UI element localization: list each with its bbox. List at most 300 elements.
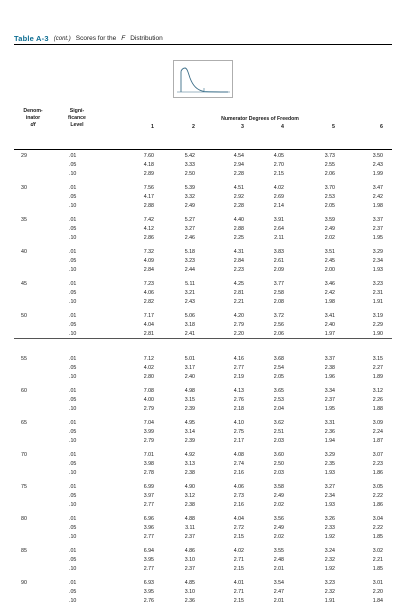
f-score-cell: 2.41 [184, 331, 195, 337]
f-score-cell: 4.92 [184, 452, 195, 458]
f-score-cell: 2.38 [324, 365, 335, 371]
f-score-cell: 2.43 [372, 162, 383, 168]
f-score-cell: 3.04 [372, 516, 383, 522]
f-score-cell: 2.03 [273, 470, 284, 476]
f-score-cell: 1.89 [372, 374, 383, 380]
df-value: 65 [21, 420, 27, 426]
f-score-cell: 3.07 [372, 452, 383, 458]
f-score-cell: 2.53 [324, 194, 335, 200]
f-score-cell: 3.34 [324, 388, 335, 394]
f-score-cell: 5.11 [185, 281, 195, 287]
f-score-cell: 2.64 [273, 226, 284, 232]
f-score-cell: 3.37 [324, 356, 335, 362]
f-score-cell: 3.29 [372, 249, 383, 255]
f-score-cell: 2.92 [233, 194, 244, 200]
table-row [14, 565, 392, 574]
table-row [14, 364, 392, 373]
f-score-cell: 5.42 [184, 153, 195, 159]
f-score-cell: 7.32 [143, 249, 154, 255]
f-score-cell: 3.98 [143, 461, 154, 467]
denominator-header-df: df [30, 122, 36, 128]
df-value: 70 [21, 452, 27, 458]
f-score-cell: 3.68 [273, 356, 284, 362]
f-score-cell: 3.23 [324, 580, 335, 586]
f-score-cell: 2.43 [184, 299, 195, 305]
f-score-cell: 3.65 [273, 388, 284, 394]
table-row [14, 515, 392, 524]
f-score-cell: 3.21 [184, 290, 195, 296]
table-row [14, 225, 392, 234]
f-score-cell: 2.56 [273, 322, 284, 328]
table-row [14, 266, 392, 275]
f-score-cell: 2.72 [233, 525, 244, 531]
significance-level: .01 [69, 420, 77, 426]
table-row [14, 184, 392, 193]
f-score-cell: 1.91 [324, 598, 335, 604]
f-score-cell: 3.54 [273, 580, 284, 586]
title-end: Distribution [130, 35, 163, 42]
f-score-cell: 2.18 [233, 406, 244, 412]
table-row [14, 289, 392, 298]
f-score-cell: 2.77 [143, 534, 154, 540]
significance-level: .05 [69, 397, 77, 403]
f-score-cell: 3.19 [372, 313, 383, 319]
f-score-cell: 4.25 [233, 281, 244, 287]
significance-header-line2: ficance [68, 115, 86, 121]
f-score-cell: 4.12 [143, 226, 154, 232]
col-header-5: 5 [332, 124, 335, 130]
significance-level: .05 [69, 290, 77, 296]
f-score-cell: 2.76 [233, 397, 244, 403]
f-score-cell: 3.27 [184, 226, 195, 232]
f-score-cell: 1.91 [372, 299, 383, 305]
f-score-cell: 2.29 [372, 322, 383, 328]
significance-level: .10 [69, 470, 77, 476]
significance-level: .05 [69, 589, 77, 595]
f-score-cell: 3.05 [372, 484, 383, 490]
f-score-cell: 2.50 [184, 171, 195, 177]
f-score-cell: 1.99 [372, 171, 383, 177]
significance-level: .05 [69, 162, 77, 168]
f-score-cell: 3.10 [184, 589, 195, 595]
significance-level: .01 [69, 153, 77, 159]
f-score-cell: 2.14 [273, 203, 284, 209]
f-score-cell: 1.86 [372, 470, 383, 476]
continued-marker: (cont.) [53, 35, 71, 42]
table-row [14, 396, 392, 405]
f-score-cell: 2.15 [233, 534, 244, 540]
f-score-cell: 3.12 [372, 388, 383, 394]
df-value: 30 [21, 185, 27, 191]
f-score-cell: 2.81 [233, 290, 244, 296]
f-score-cell: 4.90 [184, 484, 195, 490]
f-score-cell: 5.39 [184, 185, 195, 191]
significance-level: .10 [69, 502, 77, 508]
significance-level: .10 [69, 438, 77, 444]
f-score-cell: 5.18 [184, 249, 195, 255]
f-score-cell: 2.51 [273, 429, 284, 435]
f-score-cell: 2.28 [233, 171, 244, 177]
f-score-cell: 7.01 [143, 452, 154, 458]
f-score-cell: 2.49 [324, 226, 335, 232]
f-score-cell: 2.21 [372, 557, 383, 563]
f-score-cell: 2.82 [143, 299, 154, 305]
f-score-cell: 2.73 [233, 493, 244, 499]
table-row [14, 170, 392, 179]
f-score-cell: 2.40 [184, 374, 195, 380]
significance-level: .05 [69, 493, 77, 499]
f-score-cell: 2.28 [233, 203, 244, 209]
f-score-cell: 3.12 [184, 493, 195, 499]
f-score-cell: 2.34 [372, 258, 383, 264]
f-score-cell: 1.98 [324, 299, 335, 305]
f-score-cell: 4.06 [143, 290, 154, 296]
table-row [14, 419, 392, 428]
f-score-cell: 3.23 [372, 281, 383, 287]
significance-level: .01 [69, 548, 77, 554]
f-score-cell: 2.94 [233, 162, 244, 168]
f-score-cell: 1.85 [372, 534, 383, 540]
f-score-cell: 2.77 [143, 566, 154, 572]
f-score-cell: 3.60 [273, 452, 284, 458]
f-score-cell: 2.70 [273, 162, 284, 168]
significance-header-line3: Level [70, 122, 84, 128]
f-score-cell: 2.44 [184, 267, 195, 273]
col-header-3: 3 [241, 124, 244, 130]
table-row [14, 437, 392, 446]
f-score-cell: 2.46 [184, 235, 195, 241]
f-score-cell: 3.47 [372, 185, 383, 191]
f-score-cell: 2.00 [324, 267, 335, 273]
table-row [14, 312, 392, 321]
f-score-cell: 3.09 [372, 420, 383, 426]
f-score-cell: 3.15 [184, 397, 195, 403]
f-score-cell: 3.70 [324, 185, 335, 191]
f-score-cell: 2.32 [324, 589, 335, 595]
significance-level: .05 [69, 258, 77, 264]
f-score-cell: 4.40 [233, 217, 244, 223]
f-score-cell: 2.34 [324, 493, 335, 499]
f-score-cell: 2.02 [273, 534, 284, 540]
f-score-cell: 3.46 [324, 281, 335, 287]
table-row [14, 298, 392, 307]
table-row [14, 373, 392, 382]
df-value: 40 [21, 249, 27, 255]
f-score-cell: 2.49 [184, 203, 195, 209]
f-score-cell: 2.77 [233, 365, 244, 371]
f-distribution-curve-figure [173, 60, 233, 98]
table-row [14, 152, 392, 161]
title-f-symbol: F [121, 35, 126, 42]
f-score-cell: 2.20 [372, 589, 383, 595]
f-score-cell: 4.16 [233, 356, 244, 362]
f-score-cell: 2.32 [324, 557, 335, 563]
f-score-cell: 2.49 [273, 493, 284, 499]
col-header-4: 4 [281, 124, 284, 130]
f-score-cell: 1.95 [324, 406, 335, 412]
f-score-cell: 2.27 [372, 365, 383, 371]
f-score-cell: 3.55 [273, 548, 284, 554]
f-score-cell: 4.10 [233, 420, 244, 426]
f-score-cell: 2.48 [273, 557, 284, 563]
f-score-cell: 2.71 [233, 557, 244, 563]
f-score-cell: 3.62 [273, 420, 284, 426]
table-row [14, 280, 392, 289]
table-row [14, 234, 392, 243]
f-score-cell: 1.88 [372, 406, 383, 412]
table-row [14, 579, 392, 588]
f-score-cell: 2.26 [372, 397, 383, 403]
f-score-cell: 3.73 [324, 153, 335, 159]
f-score-cell: 4.95 [184, 420, 195, 426]
significance-level: .05 [69, 365, 77, 371]
f-score-cell: 4.02 [143, 365, 154, 371]
f-score-cell: 2.23 [372, 461, 383, 467]
f-score-cell: 2.04 [273, 406, 284, 412]
f-score-cell: 3.02 [372, 548, 383, 554]
f-score-cell: 3.59 [324, 217, 335, 223]
f-score-cell: 2.08 [273, 299, 284, 305]
f-score-cell: 1.87 [372, 438, 383, 444]
significance-level: .05 [69, 194, 77, 200]
table-row [14, 524, 392, 533]
f-score-cell: 4.13 [233, 388, 244, 394]
f-score-cell: 2.61 [273, 258, 284, 264]
f-score-cell: 3.17 [184, 365, 195, 371]
df-value: 60 [21, 388, 27, 394]
table-row [14, 492, 392, 501]
f-score-cell: 2.24 [372, 429, 383, 435]
f-score-cell: 6.94 [143, 548, 154, 554]
f-score-cell: 1.94 [324, 438, 335, 444]
denominator-header-line1: Denom- [23, 108, 43, 114]
col-header-1: 1 [151, 124, 154, 130]
f-score-cell: 2.38 [184, 470, 195, 476]
f-score-cell: 2.81 [143, 331, 154, 337]
f-score-cell: 3.83 [273, 249, 284, 255]
f-score-cell: 2.09 [273, 267, 284, 273]
f-score-cell: 4.09 [143, 258, 154, 264]
f-score-cell: 3.11 [185, 525, 195, 531]
f-score-cell: 2.74 [233, 461, 244, 467]
significance-level: .05 [69, 322, 77, 328]
f-score-cell: 2.16 [233, 470, 244, 476]
significance-level: .10 [69, 374, 77, 380]
f-score-cell: 2.84 [233, 258, 244, 264]
df-value: 29 [21, 153, 27, 159]
f-score-cell: 6.99 [143, 484, 154, 490]
f-score-cell: 2.53 [273, 397, 284, 403]
f-score-cell: 6.93 [143, 580, 154, 586]
significance-level: .10 [69, 534, 77, 540]
df-value: 80 [21, 516, 27, 522]
f-score-cell: 2.16 [233, 502, 244, 508]
significance-level: .10 [69, 406, 77, 412]
significance-level: .05 [69, 461, 77, 467]
significance-level: .01 [69, 388, 77, 394]
f-score-cell: 3.18 [184, 322, 195, 328]
f-score-cell: 2.80 [143, 374, 154, 380]
table-row [14, 257, 392, 266]
f-score-cell: 1.90 [372, 331, 383, 337]
col-header-6: 6 [380, 124, 383, 130]
f-score-cell: 2.37 [184, 534, 195, 540]
f-score-cell: 2.40 [324, 322, 335, 328]
f-score-cell: 4.00 [143, 397, 154, 403]
f-score-cell: 4.01 [233, 580, 244, 586]
f-score-cell: 7.56 [143, 185, 154, 191]
f-score-cell: 4.85 [184, 580, 195, 586]
f-score-cell: 1.92 [324, 566, 335, 572]
f-score-cell: 2.45 [324, 258, 335, 264]
f-score-cell: 2.78 [143, 470, 154, 476]
f-score-cell: 3.33 [184, 162, 195, 168]
table-row [14, 248, 392, 257]
f-score-cell: 3.14 [184, 429, 195, 435]
f-score-cell: 2.36 [184, 598, 195, 604]
significance-level: .01 [69, 452, 77, 458]
f-score-cell: 1.98 [372, 203, 383, 209]
table-row [14, 387, 392, 396]
f-score-cell: 1.93 [324, 470, 335, 476]
f-score-cell: 1.93 [324, 502, 335, 508]
table-row [14, 216, 392, 225]
f-score-cell: 1.96 [324, 374, 335, 380]
f-score-cell: 4.86 [184, 548, 195, 554]
f-score-cell: 3.96 [143, 525, 154, 531]
f-score-cell: 2.15 [233, 566, 244, 572]
f-score-cell: 2.15 [273, 171, 284, 177]
significance-level: .01 [69, 516, 77, 522]
f-score-cell: 1.92 [324, 534, 335, 540]
f-score-cell: 2.36 [324, 429, 335, 435]
f-score-cell: 2.37 [372, 226, 383, 232]
f-score-cell: 3.56 [273, 516, 284, 522]
f-score-cell: 2.17 [233, 438, 244, 444]
f-score-cell: 3.97 [143, 493, 154, 499]
significance-level: .10 [69, 566, 77, 572]
significance-level: .10 [69, 299, 77, 305]
f-score-cell: 3.31 [324, 420, 335, 426]
header-rule [14, 149, 392, 150]
f-score-cell: 5.06 [184, 313, 195, 319]
table-row [14, 321, 392, 330]
table-row [14, 451, 392, 460]
df-value: 90 [21, 580, 27, 586]
f-score-cell: 1.95 [372, 235, 383, 241]
f-score-cell: 4.05 [273, 153, 284, 159]
f-score-cell: 7.60 [143, 153, 154, 159]
df-value: 35 [21, 217, 27, 223]
f-score-cell: 3.91 [273, 217, 284, 223]
f-score-cell: 2.39 [184, 406, 195, 412]
f-score-cell: 2.76 [143, 598, 154, 604]
table-row [14, 161, 392, 170]
significance-level: .01 [69, 249, 77, 255]
f-score-cell: 3.41 [324, 313, 335, 319]
f-score-cell: 2.50 [273, 461, 284, 467]
f-score-cell: 6.96 [143, 516, 154, 522]
table-row [14, 428, 392, 437]
f-score-cell: 3.95 [143, 557, 154, 563]
f-score-cell: 7.23 [143, 281, 154, 287]
f-score-cell: 2.58 [273, 290, 284, 296]
f-score-cell: 7.42 [143, 217, 154, 223]
f-score-cell: 3.72 [273, 313, 284, 319]
significance-level: .05 [69, 429, 77, 435]
significance-level: .10 [69, 203, 77, 209]
significance-level: .05 [69, 525, 77, 531]
table-row [14, 460, 392, 469]
f-score-cell: 3.29 [324, 452, 335, 458]
f-score-cell: 2.06 [273, 331, 284, 337]
f-score-cell: 2.19 [233, 374, 244, 380]
f-score-cell: 2.03 [273, 438, 284, 444]
table-body-bottom [14, 355, 392, 606]
f-score-cell: 4.54 [233, 153, 244, 159]
f-score-cell: 2.25 [233, 235, 244, 241]
significance-level: .01 [69, 217, 77, 223]
f-score-cell: 3.58 [273, 484, 284, 490]
f-score-cell: 3.23 [184, 258, 195, 264]
table-row [14, 202, 392, 211]
f-score-cell: 2.39 [184, 438, 195, 444]
f-score-cell: 5.27 [184, 217, 195, 223]
f-score-cell: 2.79 [143, 438, 154, 444]
f-score-cell: 4.88 [184, 516, 195, 522]
significance-level: .01 [69, 580, 77, 586]
f-score-cell: 7.17 [143, 313, 154, 319]
f-score-cell: 7.04 [143, 420, 154, 426]
f-score-cell: 3.99 [143, 429, 154, 435]
numerator-header: Numerator Degrees of Freedom [221, 116, 299, 122]
f-score-cell: 2.42 [324, 290, 335, 296]
title-text: Scores for the [75, 35, 117, 42]
f-score-cell: 4.04 [233, 516, 244, 522]
f-score-cell: 7.08 [143, 388, 154, 394]
table-row [14, 483, 392, 492]
section-rule [14, 338, 392, 339]
significance-level: .10 [69, 331, 77, 337]
f-score-cell: 3.26 [324, 516, 335, 522]
significance-level: .10 [69, 598, 77, 604]
f-score-cell: 2.84 [143, 267, 154, 273]
table-row [14, 501, 392, 510]
f-score-cell: 2.35 [324, 461, 335, 467]
significance-level: .01 [69, 313, 77, 319]
f-score-cell: 2.54 [273, 365, 284, 371]
table-row [14, 533, 392, 542]
f-score-cell: 4.06 [233, 484, 244, 490]
f-score-cell: 2.01 [273, 598, 284, 604]
table-row [14, 588, 392, 597]
f-score-cell: 3.32 [184, 194, 195, 200]
f-score-cell: 3.13 [184, 461, 195, 467]
f-score-cell: 2.42 [372, 194, 383, 200]
f-score-cell: 2.22 [372, 493, 383, 499]
f-score-cell: 4.08 [233, 452, 244, 458]
df-value: 55 [21, 356, 27, 362]
f-score-cell: 2.06 [324, 171, 335, 177]
denominator-header-line2: inator [25, 115, 41, 121]
column-number-row [14, 123, 392, 132]
f-score-cell: 4.20 [233, 313, 244, 319]
f-score-cell: 2.37 [184, 566, 195, 572]
f-score-cell: 2.88 [233, 226, 244, 232]
significance-level: .10 [69, 235, 77, 241]
f-score-cell: 3.95 [143, 589, 154, 595]
f-score-cell: 2.33 [324, 525, 335, 531]
